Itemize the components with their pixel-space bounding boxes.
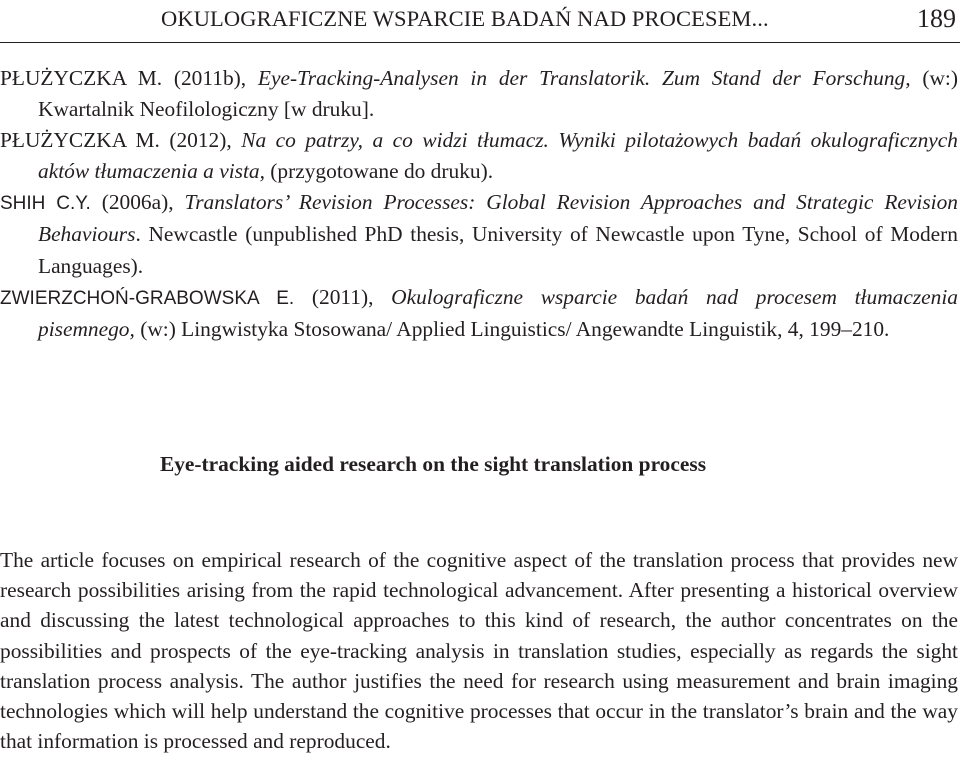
page-number: 189 xyxy=(917,4,956,33)
reference-author: ZWIERZCHOŃ-GRABOWSKA E. xyxy=(0,287,295,309)
reference-details: (w:) Kwartalnik Neofilologiczny [w druku]. xyxy=(38,66,958,122)
reference-title: Na co patrzy, a co widzi tłumacz. Wyniki pilotażowych badań okulograficznych aktów tłumaczenia a vista, xyxy=(38,128,958,184)
reference-details: (przygotowane do druku). xyxy=(264,159,494,184)
reference-title: Eye-Tracking-Analysen in der Translatorik. Zum Stand der Forschung, xyxy=(257,66,911,90)
reference-year: (2006a), xyxy=(90,190,185,215)
running-header xyxy=(0,0,960,43)
reference-author: PŁUŻYCZKA M. (2012), xyxy=(0,128,242,153)
reference-title: Translators’ Revision Processes: Global Revision Approaches and Strategic Revision Behaviours xyxy=(38,190,958,247)
reference-title: Okulograficzne wsparcie badań nad procesem tłumaczenia pisemnego, xyxy=(38,284,958,341)
reference-details: . Newcastle (unpublished PhD thesis, University of Newcastle upon Tyne, School of Modern Languages). xyxy=(38,222,958,278)
summary-title: Eye-tracking aided research on the sight translation process xyxy=(159,452,707,476)
reference-item xyxy=(0,125,958,187)
reference-item xyxy=(0,282,958,345)
reference-author: PŁUŻYCZKA M. (2011b), xyxy=(0,66,258,90)
reference-author: SHIH C.Y. xyxy=(0,193,91,215)
references-list xyxy=(0,63,958,345)
abstract-paragraph: The article focuses on empirical research of the cognitive aspect of the translation process that provides new research possibilities arising from the rapid technological advancement. After presenting a historical overview and discussing the latest technological approaches to this kind of research, the author concentrates on the possibilities and prospects of the eye-tracking analysis in translation studies, especially as regards the sight translation process analysis. The author justifies the need for research using measurement and brain imaging technologies which will help understand the cognitive processes that occur in the translator’s brain and the way that information is processed and reproduced. xyxy=(0,548,958,754)
reference-item xyxy=(0,63,958,125)
reference-item xyxy=(0,187,958,281)
reference-details: (w:) Lingwistyka Stosowana/ Applied Linguistics/ Angewandte Linguistik, 4, 199–210. xyxy=(134,316,890,341)
reference-year: (2011), xyxy=(294,284,392,309)
running-title: OKULOGRAFICZNE WSPARCIE BADAŃ NAD PROCESEM... xyxy=(161,6,769,31)
